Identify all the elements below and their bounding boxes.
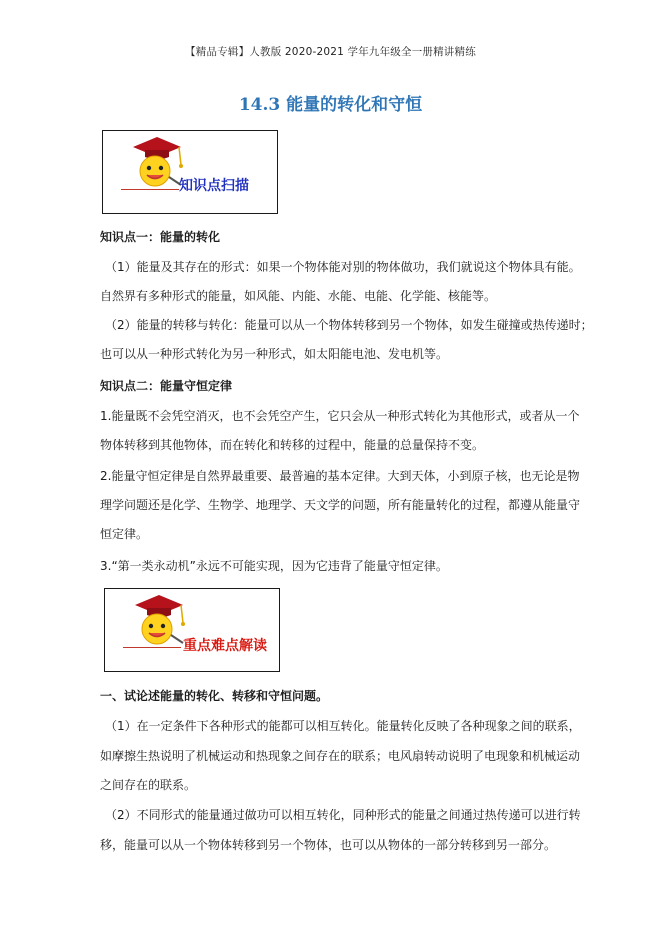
- graduation-cap-smiley-icon: [123, 135, 187, 191]
- paragraph-line: 物体转移到其他物体，而在转化和转移的过程中，能量的总量保持不变。: [100, 438, 485, 452]
- section-heading-2: 知识点二：能量守恒定律: [100, 379, 233, 393]
- paragraph-line: （2）能量的转移与转化：能量可以从一个物体转移到另一个物体，如发生碰撞或热传递时；: [105, 318, 593, 332]
- paragraph-line: 理学问题还是化学、生物学、地理学、天文学的问题，所有能量转化的过程，都遵从能量守: [100, 498, 581, 512]
- paragraph-line: 2.能量守恒定律是自然界最重要、最普遍的基本定律。大到天体，小到原子核，也无论是物: [100, 469, 580, 483]
- paragraph-line: （1）能量及其存在的形式：如果一个物体能对别的物体做功，我们就说这个物体具有能。: [105, 260, 581, 274]
- banner-underline: [121, 189, 179, 190]
- section-heading-1: 知识点一：能量的转化: [100, 230, 221, 244]
- knowledge-scan-banner: [102, 130, 278, 214]
- section-heading-3: 一、试论述能量的转化、转移和守恒问题。: [100, 689, 329, 703]
- paragraph-line: 也可以从一种形式转化为另一种形式，如太阳能电池、发电机等。: [100, 347, 449, 361]
- key-points-banner: [104, 588, 280, 672]
- paragraph-line: （2）不同形式的能量通过做功可以相互转化，同种形式的能量之间通过热传递可以进行转: [105, 808, 581, 822]
- paragraph-line: （1）在一定条件下各种形式的能都可以相互转化。能量转化反映了各种现象之间的联系，: [105, 719, 581, 733]
- banner-underline: [123, 647, 181, 648]
- graduation-cap-smiley-icon: [125, 593, 189, 649]
- lesson-title: 14.3 能量的转化和守恒: [238, 95, 423, 115]
- paragraph-line: 如摩擦生热说明了机械运动和热现象之间存在的联系；电风扇转动说明了电现象和机械运动: [100, 749, 581, 763]
- banner-label: 知识点扫描: [179, 178, 249, 194]
- paragraph-line: 3.“第一类永动机”永远不可能实现，因为它违背了能量守恒定律。: [100, 559, 448, 573]
- banner-label: 重点难点解读: [183, 638, 267, 654]
- paragraph-line: 1.能量既不会凭空消灭，也不会凭空产生，它只会从一种形式转化为其他形式，或者从一个: [100, 409, 580, 423]
- paragraph-line: 自然界有多种形式的能量，如风能、内能、水能、电能、化学能、核能等。: [100, 289, 497, 303]
- paragraph-line: 之间存在的联系。: [100, 778, 197, 792]
- paragraph-line: 移，能量可以从一个物体转移到另一个物体，也可以从物体的一部分转移到另一部分。: [100, 838, 557, 852]
- page-header: 【精品专辑】人教版 2020-2021 学年九年级全一册精讲精练: [185, 46, 476, 58]
- paragraph-line: 恒定律。: [100, 527, 149, 541]
